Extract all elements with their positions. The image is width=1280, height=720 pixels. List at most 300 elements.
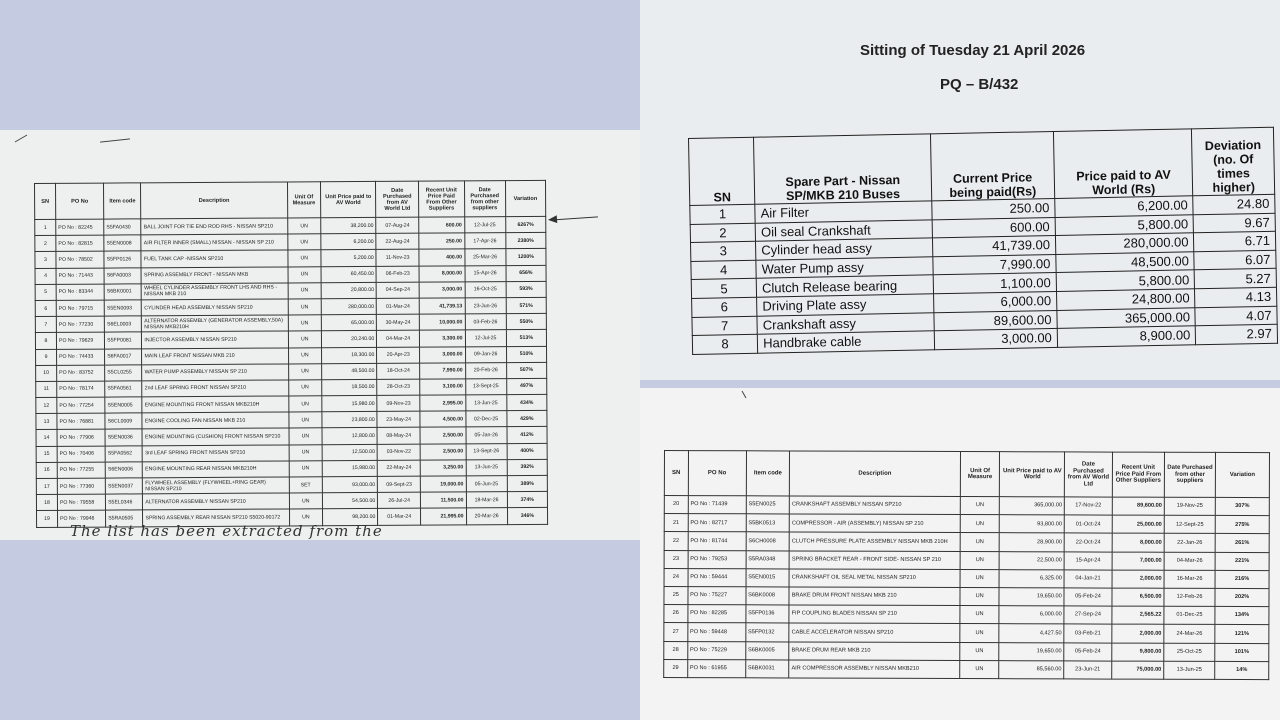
table-cell: 5,800.00 (1056, 270, 1195, 291)
table-cell: 400.00 (419, 249, 465, 265)
table-cell: 17 (36, 478, 57, 494)
table-cell: S5FP0126 (104, 251, 141, 267)
table-cell: S5BK0513 (746, 514, 790, 532)
table-cell: 12,800.00 (322, 428, 377, 445)
table-cell: 20 (664, 496, 688, 514)
pq-reference: PQ – B/432 (940, 76, 1019, 93)
table-cell: 6,500.00 (1112, 588, 1164, 606)
table-cell: 20,800.00 (321, 282, 376, 299)
table-cell: 412% (507, 427, 547, 443)
table-cell: CABLE ACCELERATOR NISSAN SP210 (789, 623, 960, 642)
table-cell: S5FA0561 (105, 381, 142, 397)
table-cell: UN (289, 461, 323, 477)
table-cell: 7 (692, 316, 758, 336)
table-cell: 15,980.00 (322, 395, 377, 412)
table-cell: 121% (1215, 625, 1269, 643)
table-cell: 2 (35, 236, 56, 252)
table-cell: 12-Sept-25 (1164, 515, 1215, 533)
table-cell: 389% (507, 475, 547, 491)
table-cell: 75,000.00 (1111, 661, 1163, 679)
table-cell: 307% (1215, 497, 1269, 515)
table-row (664, 586, 1269, 606)
table-cell: 571% (506, 297, 546, 313)
table-cell: 3 (691, 241, 757, 261)
table-cell: S5EN0015 (746, 569, 790, 587)
table-cell: PO No : 82245 (56, 219, 104, 235)
table-cell: 13-Sept-26 (466, 443, 507, 459)
table-cell: S5FP0132 (746, 623, 790, 641)
column-header: SN (664, 451, 688, 496)
table-cell: 1 (35, 219, 56, 235)
table-cell: UN (288, 282, 322, 298)
table-cell: CYLINDER HEAD ASSEMBLY NISSAN SP210 (142, 299, 288, 316)
table-cell: 89,600.00 (933, 310, 1057, 331)
table-cell: 28,900.00 (1000, 533, 1065, 551)
table-cell: 18 (36, 495, 57, 511)
table-cell: UN (289, 509, 323, 525)
left-table-header-row (35, 180, 546, 219)
table-cell: UN (287, 250, 321, 266)
handwritten-note: The list has been extracted from the (70, 522, 383, 540)
table-cell: 11 (36, 381, 57, 397)
table-cell: 600.00 (932, 217, 1056, 238)
table-cell: 3rd LEAF SPRING FRONT NISSAN SP210 (143, 445, 289, 462)
table-cell: 48,500.00 (1056, 252, 1195, 273)
table-cell: PO No : 71443 (56, 268, 104, 284)
table-cell: AIR COMPRESSOR ASSEMBLY NISSAN MKB210 (789, 660, 960, 679)
table-cell: Water Pump assy (756, 257, 933, 279)
column-header: Unit Of Measure (287, 182, 321, 218)
column-header: SN (35, 183, 56, 219)
column-header: Spare Part - Nissan SP/MKB 210 Buses (754, 134, 932, 204)
table-cell: UN (289, 428, 323, 444)
table-cell: 5 (35, 284, 56, 300)
table-cell: S5RA0505 (106, 510, 143, 526)
table-cell: PO No : 75229 (687, 641, 745, 659)
table-cell: 11-Nov-23 (376, 250, 419, 266)
table-cell: 13-Jun-25 (1164, 661, 1215, 679)
column-header: Deviation (no. Of times higher) (1192, 127, 1275, 196)
table-row (664, 568, 1269, 588)
table-cell: 1 (690, 204, 756, 224)
table-cell: 24-Mar-26 (1164, 625, 1215, 643)
table-cell: S6FA0003 (104, 267, 141, 283)
table-cell: Clutch Release bearing (756, 275, 933, 297)
table-cell: 48,500.00 (322, 363, 377, 380)
table-cell: PO No : 77254 (57, 397, 105, 413)
table-cell: 216% (1215, 570, 1269, 588)
deviation-table-body (690, 194, 1278, 354)
right-bottom-document-photo (640, 388, 1280, 720)
table-cell: Driving Plate assy (757, 294, 934, 316)
table-cell: S5EN0005 (105, 397, 142, 413)
table-cell: S5EN0093 (104, 300, 141, 316)
table-cell: 8,900.00 (1057, 326, 1196, 347)
table-cell: UN (960, 660, 1000, 678)
table-cell: BRAKE DRUM REAR MKB 210 (789, 641, 960, 660)
column-header: Description (790, 451, 961, 497)
table-cell: 12,500.00 (322, 444, 377, 461)
table-cell: PO No : 79629 (56, 332, 104, 348)
column-header: Current Price being paid(Rs) (930, 131, 1055, 200)
table-cell: 8 (692, 334, 758, 354)
left-table-body (35, 216, 548, 527)
table-cell: 2380% (506, 233, 546, 249)
table-cell: UN (287, 234, 321, 250)
table-cell: INJECTOR ASSEMBLY NISSAN SP210 (142, 331, 288, 348)
table-cell: PO No : 59448 (687, 623, 745, 641)
table-cell: WHEEL CYLINDER ASSEMBLY FRONT LHS AND RHS - NISSAN MKB 210 (142, 283, 288, 300)
table-cell: 20,240.00 (322, 331, 377, 348)
table-row (664, 605, 1269, 625)
table-cell: PO No : 81744 (688, 532, 746, 550)
table-cell: 3,000.00 (419, 282, 465, 298)
table-cell: 4 (35, 268, 56, 284)
deviation-table (688, 127, 1278, 355)
pen-mark (100, 138, 130, 142)
left-document-photo (0, 130, 640, 540)
table-cell: 6,000.00 (999, 606, 1064, 624)
table-cell: S5CL0255 (105, 365, 142, 381)
table-cell: 6,000.00 (933, 291, 1057, 312)
continued-table-header-row (664, 451, 1269, 498)
table-cell: PO No : 75227 (688, 587, 746, 605)
table-cell: 93,000.00 (322, 476, 377, 493)
table-cell: 15-Apr-26 (465, 265, 506, 281)
column-header: SN (689, 137, 755, 205)
table-cell: 23 (664, 550, 688, 568)
table-cell: 4,427.50 (999, 624, 1064, 642)
table-cell: PO No : 71439 (688, 496, 746, 514)
table-cell: 3 (35, 252, 56, 268)
table-cell: 2,995.00 (420, 395, 466, 411)
table-cell: UN (960, 515, 1000, 533)
table-cell: 27 (664, 623, 688, 641)
table-cell: S6BK0008 (746, 587, 790, 605)
column-header: Recent Unit Price Paid From Other Suppliers (419, 181, 465, 217)
table-cell: CRANKSHAFT ASSEMBLY NISSAN SP210 (789, 496, 960, 515)
table-cell: 1,100.00 (933, 273, 1057, 294)
table-cell: 6 (35, 300, 56, 316)
table-cell: S6CL0009 (105, 413, 142, 429)
table-cell: 4,500.00 (420, 411, 466, 427)
table-cell: 22-Oct-24 (1064, 533, 1112, 551)
table-cell: ENGINE COOLING FAN NISSAN MKB 210 (142, 412, 288, 429)
table-cell: 11,500.00 (420, 492, 466, 508)
table-cell: BALL JOINT FOR TIE END ROD RHS - NISSAN SP210 (141, 218, 287, 235)
table-cell: 03-Feb-26 (465, 314, 506, 330)
table-cell: 09-Sept-23 (378, 476, 421, 492)
table-cell: 17-Apr-26 (464, 233, 505, 249)
table-cell: 85,560.00 (999, 660, 1064, 678)
table-cell: S6BK0005 (745, 641, 789, 659)
table-cell: S5EN0025 (746, 496, 790, 514)
pen-mark (15, 135, 28, 143)
table-cell: PO No : 70406 (57, 446, 105, 462)
table-cell: 23-Jun-21 (1064, 661, 1112, 679)
table-cell: 7,990.00 (932, 254, 1056, 275)
table-cell: 13 (36, 414, 57, 430)
table-cell: Air Filter (755, 201, 932, 223)
table-cell: PO No : 82285 (688, 605, 746, 623)
table-cell: 2,500.00 (420, 427, 466, 443)
table-cell: 23,800.00 (322, 412, 377, 429)
table-cell: 392% (507, 459, 547, 475)
table-cell: S5EN0037 (105, 478, 142, 494)
table-cell: UN (288, 299, 322, 315)
table-cell: UN (289, 444, 323, 460)
table-cell: Handbrake cable (757, 331, 934, 353)
table-row (664, 532, 1269, 552)
table-cell: 15 (36, 446, 57, 462)
table-cell: 365,000.00 (1057, 307, 1196, 328)
table-cell: UN (288, 331, 322, 347)
table-cell: 6,325.00 (999, 569, 1064, 587)
column-header: PO No (56, 183, 104, 219)
deviation-table-header-row (689, 127, 1275, 205)
column-header: Unit Price paid to AV World (1000, 452, 1065, 497)
table-cell: 3,250.00 (420, 460, 466, 476)
table-cell: PO No : 79946 (58, 510, 106, 526)
table-cell: 26-Jul-24 (378, 492, 421, 508)
table-cell: PO No : 77360 (57, 478, 105, 494)
table-cell: 22-Aug-24 (376, 233, 419, 249)
table-cell: 05-Jun-25 (466, 476, 507, 492)
table-cell: 7,000.00 (1112, 552, 1164, 570)
table-cell: 02-Dec-25 (465, 411, 506, 427)
table-cell: PO No : 83344 (56, 284, 104, 300)
table-cell: 21 (664, 514, 688, 532)
table-cell: 3,000.00 (934, 329, 1058, 350)
table-row (664, 623, 1269, 643)
table-cell: 1200% (506, 249, 546, 265)
table-cell: 16 (36, 462, 57, 478)
table-cell: 30-May-24 (377, 314, 420, 330)
table-cell: UN (288, 363, 322, 379)
table-cell: 280,000.00 (1055, 233, 1194, 254)
table-cell: 54,500.00 (322, 493, 377, 510)
table-cell: 2,000.00 (1112, 624, 1164, 642)
table-cell: S6EN0006 (105, 462, 142, 478)
table-cell: 434% (506, 394, 546, 410)
table-cell: 04-Jan-21 (1064, 570, 1112, 588)
table-cell: 25-Mar-26 (464, 249, 505, 265)
table-cell: UN (289, 493, 323, 509)
table-cell: 19,650.00 (999, 588, 1064, 606)
table-cell: 429% (507, 411, 547, 427)
table-cell: 24,800.00 (1056, 289, 1195, 310)
table-cell: 2,565.22 (1112, 606, 1164, 624)
table-cell: 9.67 (1194, 213, 1276, 233)
column-header: Date Purchased from other suppliers (1164, 452, 1215, 497)
table-cell: 280,000.00 (321, 298, 376, 315)
table-cell: 21,995.00 (421, 508, 467, 524)
table-cell: 8 (35, 333, 56, 349)
table-cell: UN (287, 218, 321, 234)
column-header: Unit Of Measure (960, 452, 1000, 497)
table-cell: 2,000.00 (1112, 570, 1164, 588)
table-cell: 26 (664, 605, 688, 623)
table-cell: S6EL0003 (104, 316, 141, 332)
table-cell: 593% (506, 281, 546, 297)
continued-table-body (664, 496, 1270, 680)
table-cell: PO No : 77906 (57, 430, 105, 446)
table-cell: CLUTCH PRESSURE PLATE ASSEMBLY NISSAN MKB 210H (789, 532, 960, 551)
table-cell: UN (960, 551, 1000, 569)
table-cell: UN (288, 380, 322, 396)
table-cell: PO No : 79715 (56, 300, 104, 316)
table-cell: 38,200.00 (321, 217, 376, 234)
table-cell: CRANKSHAFT OIL SEAL METAL NISSAN SP210 (789, 569, 960, 588)
table-cell: S6FA0017 (105, 348, 142, 364)
table-cell: 10 (36, 365, 57, 381)
table-cell: 5.27 (1195, 269, 1277, 289)
column-header: Price paid to AV World (Rs) (1053, 129, 1193, 199)
table-cell: UN (960, 606, 1000, 624)
table-cell: 24 (664, 568, 688, 586)
table-cell: 346% (507, 508, 547, 524)
table-cell: 25 (664, 586, 688, 604)
table-cell: 20-Feb-26 (465, 362, 506, 378)
table-cell: 400% (507, 443, 547, 459)
table-cell: 8,000.00 (1112, 533, 1164, 551)
table-cell: UN (960, 569, 1000, 587)
table-cell: 10,000.00 (419, 314, 465, 330)
table-row (664, 496, 1269, 516)
table-cell: 06-Feb-23 (376, 266, 419, 282)
table-cell: FLYWHEEL ASSEMBLY (FLYWHEEL+RING GEAR) NISSAN SP210 (143, 477, 289, 494)
table-cell: 2 (690, 223, 756, 243)
table-cell: PO No : 82717 (688, 514, 746, 532)
table-cell: S5RA0348 (746, 550, 790, 568)
table-cell: 23-Jun-26 (465, 298, 506, 314)
table-cell: PO No : 77230 (56, 316, 104, 332)
table-cell: 07-Aug-24 (376, 217, 419, 233)
table-cell: 29 (664, 659, 688, 677)
table-cell: PO No : 83752 (57, 365, 105, 381)
table-cell: PO No : 77255 (57, 462, 105, 478)
table-cell: 12-Feb-26 (1164, 588, 1215, 606)
table-cell: 202% (1215, 588, 1269, 606)
table-cell: S5FP0081 (105, 332, 142, 348)
table-cell: 13-Jun-25 (466, 459, 507, 475)
table-cell: 5,800.00 (1055, 214, 1194, 235)
table-cell: WATER PUMP ASSEMBLY NISSAN SP 210 (142, 364, 288, 381)
table-cell: S5FA0430 (104, 219, 141, 235)
table-row (664, 641, 1269, 661)
table-cell: 13-Sept-25 (465, 378, 506, 394)
table-cell: 01-Oct-24 (1064, 515, 1112, 533)
table-cell: 05-Jan-26 (466, 427, 507, 443)
table-cell: MAIN LEAF FRONT NISSAN MKB 210 (142, 347, 288, 364)
table-cell: BRAKE DRUM FRONT NISSAN MKB 210 (789, 587, 960, 606)
table-cell: 6,200.00 (321, 234, 376, 251)
table-cell: 507% (506, 362, 546, 378)
table-cell: PO No : 74433 (57, 349, 105, 365)
table-cell: 2nd LEAF SPRING FRONT NISSAN SP210 (142, 380, 288, 397)
arrow-pointer (550, 216, 598, 220)
table-row (664, 659, 1269, 679)
table-cell: 20-Mar-26 (466, 508, 507, 524)
column-header: Variation (505, 180, 546, 216)
table-cell: 275% (1215, 516, 1269, 534)
table-cell: SPRING ASSEMBLY FRONT - NISSAN MKB (141, 267, 287, 284)
table-cell: 134% (1215, 607, 1269, 625)
table-cell: PO No : 79558 (57, 494, 105, 510)
table-cell: COMPRESSOR - AIR (ASSEMBLY) NISSAN SP 210 (789, 514, 960, 533)
table-cell: 2,500.00 (420, 443, 466, 459)
table-cell: S5FP0136 (746, 605, 790, 623)
column-header: Description (141, 182, 287, 219)
table-cell: 18-Mar-26 (466, 492, 507, 508)
column-header: Item code (104, 183, 142, 219)
table-cell: 12-Jul-25 (464, 217, 505, 233)
table-cell: 41,739.00 (932, 236, 1056, 257)
table-cell: 03-Feb-21 (1064, 624, 1112, 642)
table-cell: UN (960, 587, 1000, 605)
table-cell: 4 (691, 260, 757, 280)
table-cell: 60,450.00 (321, 266, 376, 283)
table-cell: 27-Sep-24 (1064, 606, 1112, 624)
table-cell: 22-Jan-26 (1164, 534, 1215, 552)
table-cell: UN (960, 497, 1000, 515)
table-cell: 513% (506, 330, 546, 346)
table-cell: 13-Jun-25 (465, 395, 506, 411)
table-cell: 98,200.00 (323, 509, 378, 526)
table-cell: 497% (506, 378, 546, 394)
table-cell: 09-Nov-23 (377, 395, 420, 411)
table-cell: SPRING ASSEMBLY REAR NISSAN SP210 S5020-90172 (143, 509, 289, 526)
table-cell: 05-Feb-24 (1064, 642, 1112, 660)
table-cell: ENGINE MOUNTING REAR NISSAN MKB210H (143, 461, 289, 478)
table-cell: 20-Apr-23 (377, 347, 420, 363)
table-cell: Cylinder head assy (756, 238, 933, 260)
table-cell: UN (288, 315, 322, 331)
table-cell: 19,000.00 (420, 476, 466, 492)
table-cell: 19-Nov-25 (1164, 497, 1215, 515)
table-row (664, 514, 1269, 534)
table-cell: 24.80 (1193, 194, 1275, 214)
table-cell: 19,650.00 (999, 642, 1064, 660)
table-cell: 93,800.00 (1000, 515, 1065, 533)
table-cell: 28 (664, 641, 688, 659)
table-cell: S5EN0008 (104, 235, 141, 251)
table-cell: 03-Nov-22 (377, 444, 420, 460)
table-cell: 15-Apr-24 (1064, 551, 1112, 569)
table-cell: Oil seal Crankshaft (755, 219, 932, 241)
table-cell: 16-Oct-25 (465, 281, 506, 297)
column-header: PO No (688, 451, 746, 496)
table-cell: UN (960, 642, 1000, 660)
column-header: Variation (1215, 452, 1269, 497)
table-cell: 22,500.00 (1000, 551, 1065, 569)
table-cell: 41,739.13 (419, 298, 465, 314)
column-header: Date Purchased from other suppliers (464, 181, 505, 217)
table-cell: UN (288, 412, 322, 428)
table-cell: 3,100.00 (420, 379, 466, 395)
table-cell: PO No : 59444 (688, 568, 746, 586)
table-cell: 22 (664, 532, 688, 550)
table-cell: 6267% (505, 216, 545, 232)
table-cell: 16-Mar-26 (1164, 570, 1215, 588)
table-cell: 28-Oct-23 (377, 379, 420, 395)
table-cell: AIR FILTER INNER (SMALL) NISSAN - NISSAN SP 210 (141, 234, 287, 251)
table-cell: 7 (35, 316, 56, 332)
column-header: Date Purchased from AV World Ltd (1065, 452, 1113, 497)
table-cell: SET (289, 477, 323, 493)
table-cell: 250.00 (419, 233, 465, 249)
table-cell: 510% (506, 346, 546, 362)
